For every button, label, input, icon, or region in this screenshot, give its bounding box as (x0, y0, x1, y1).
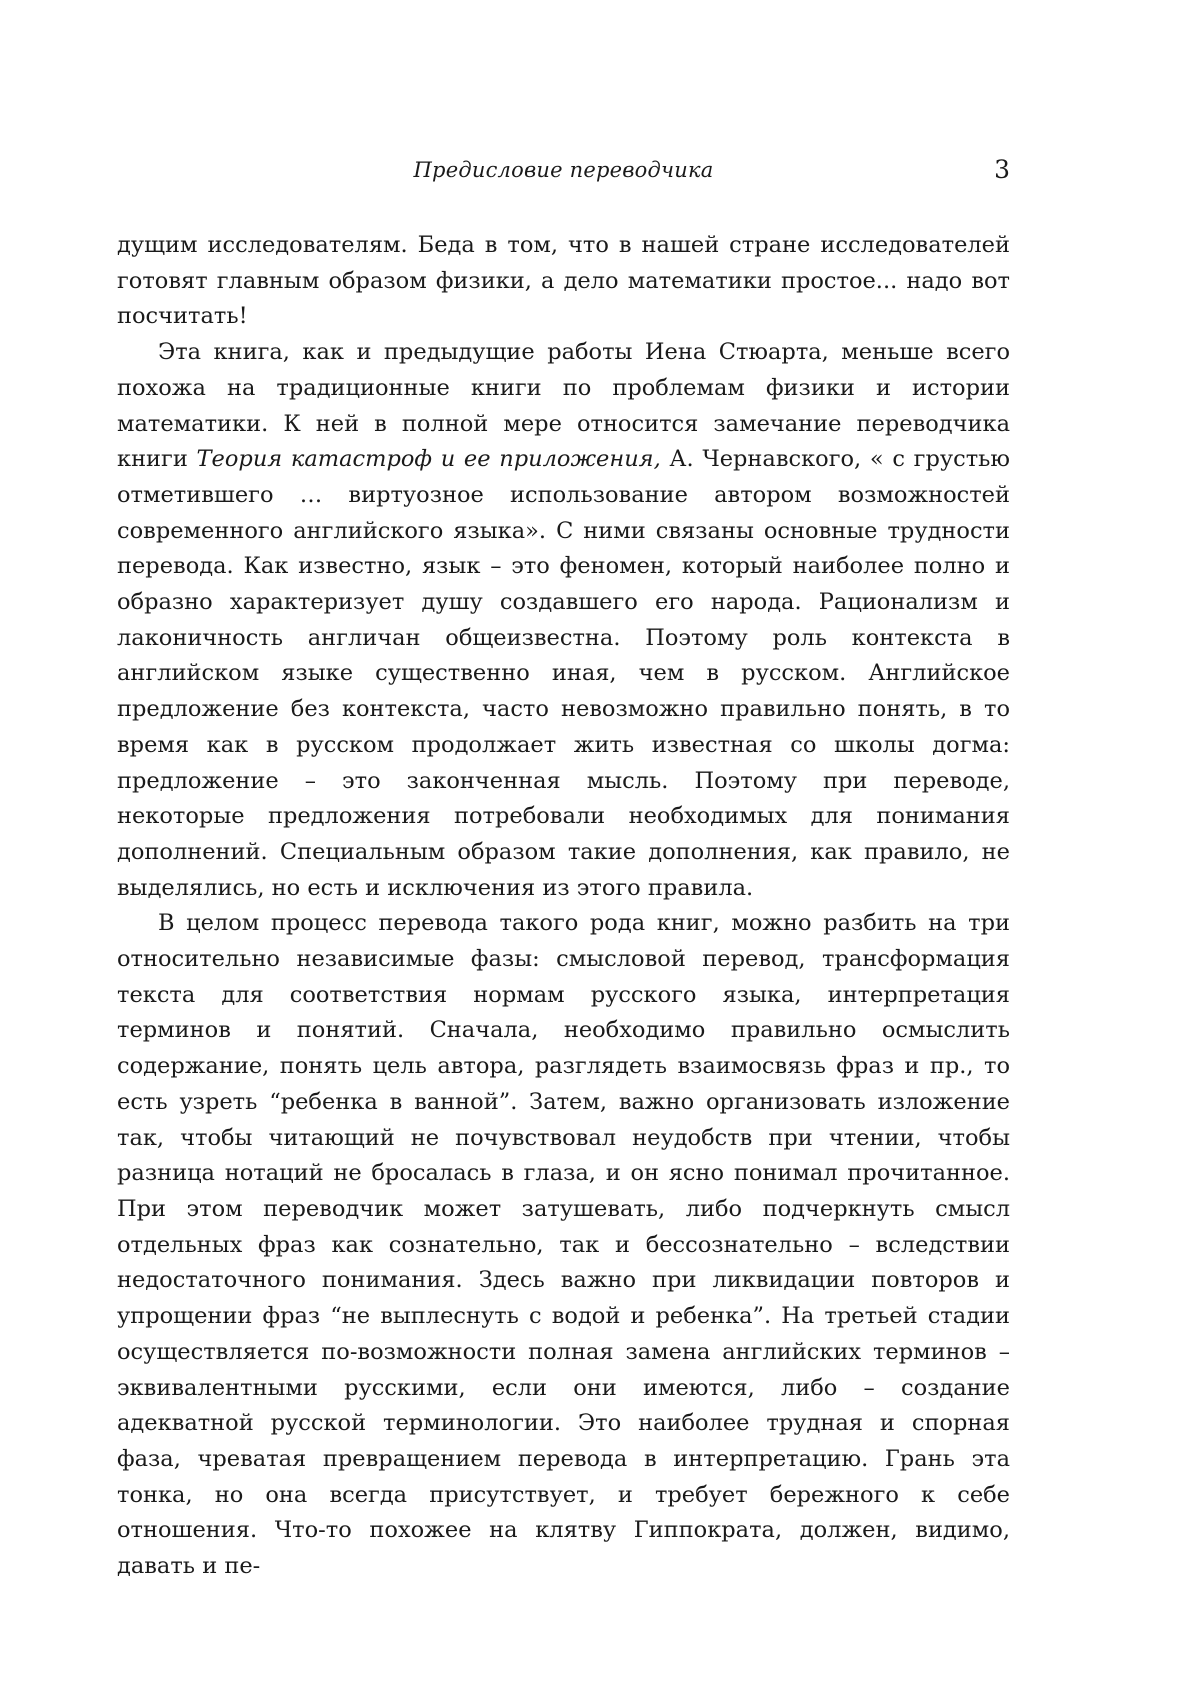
body-text (117, 228, 1010, 1585)
book-title-italic: Теория катастроф и ее приложения, (196, 446, 661, 473)
page-number: 3 (994, 155, 1010, 184)
paragraph-about-book (117, 335, 1010, 906)
running-head (117, 152, 1010, 188)
running-title: Предисловие переводчика (413, 158, 714, 182)
paragraph-text: Эта книга, как и предыдущие работы Иена Стюарта, меньше всего похожа на традиционные книги по проблемам физики и истории математики. К ней в полной мере относится замечание переводчика книги (117, 339, 1010, 473)
paragraph-continuation: дущим исследователям. Беда в том, что в нашей стране исследователей готовят главным образом физики, а дело математики простое... надо вот посчитать! (117, 232, 1010, 330)
paragraph-text: А. Чернавского, « с грустью отметившего … виртуозное использование автором возможностей современного английского языка». С ними связаны основные трудности перевода. Как известно, язык – это феномен, который наиболее полно и образно характеризует душу создавшего его народа. Рационализм и лаконичность англичан общеизвестна. Поэтому роль контекста в английском языке существенно иная, чем в русском. Английское предложение без контекста, часто невозможно правильно понять, в то время как в русском продолжает жить известная со школы догма: предложение – это законченная мысль. Поэтому при переводе, некоторые предложения потребовали необходимых для понимания дополнений. Специальным образом такие дополнения, как правило, не выделялись, но есть и исключения из этого правила. (117, 446, 1010, 901)
paragraph-translation-process: В целом процесс перевода такого рода книг, можно разбить на три относительно независимые фазы: смысловой перевод, трансформация текста для соответствия нормам русского языка, интерпретация терминов и понятий. Сначала, необходимо правильно осмыслить содержание, понять цель автора, разглядеть взаимосвязь фраз и пр., то есть узреть “ребенка в ванной”. Затем, важно организовать изложение так, чтобы читающий не почувствовал неудобств при чтении, чтобы разница нотаций не бросалась в глаза, и он ясно понимал прочитанное. При этом переводчик может затушевать, либо подчеркнуть смысл отдельных фраз как сознательно, так и бессознательно – вследствии недостаточного понимания. Здесь важно при ликвидации повторов и упрощении фраз “не выплеснуть с водой и ребенка”. На третьей стадии осуществляется по-возможности полная замена английских терминов – эквивалентными русскими, если они имеются, либо – создание адекватной русской терминологии. Это наиболее трудная и спорная фаза, чреватая превращением перевода в интерпретацию. Грань эта тонка, но она всегда присутствует, и требует бережного к себе отношения. Что-то похожее на клятву Гиппократа, должен, видимо, давать и пе- (117, 910, 1010, 1580)
